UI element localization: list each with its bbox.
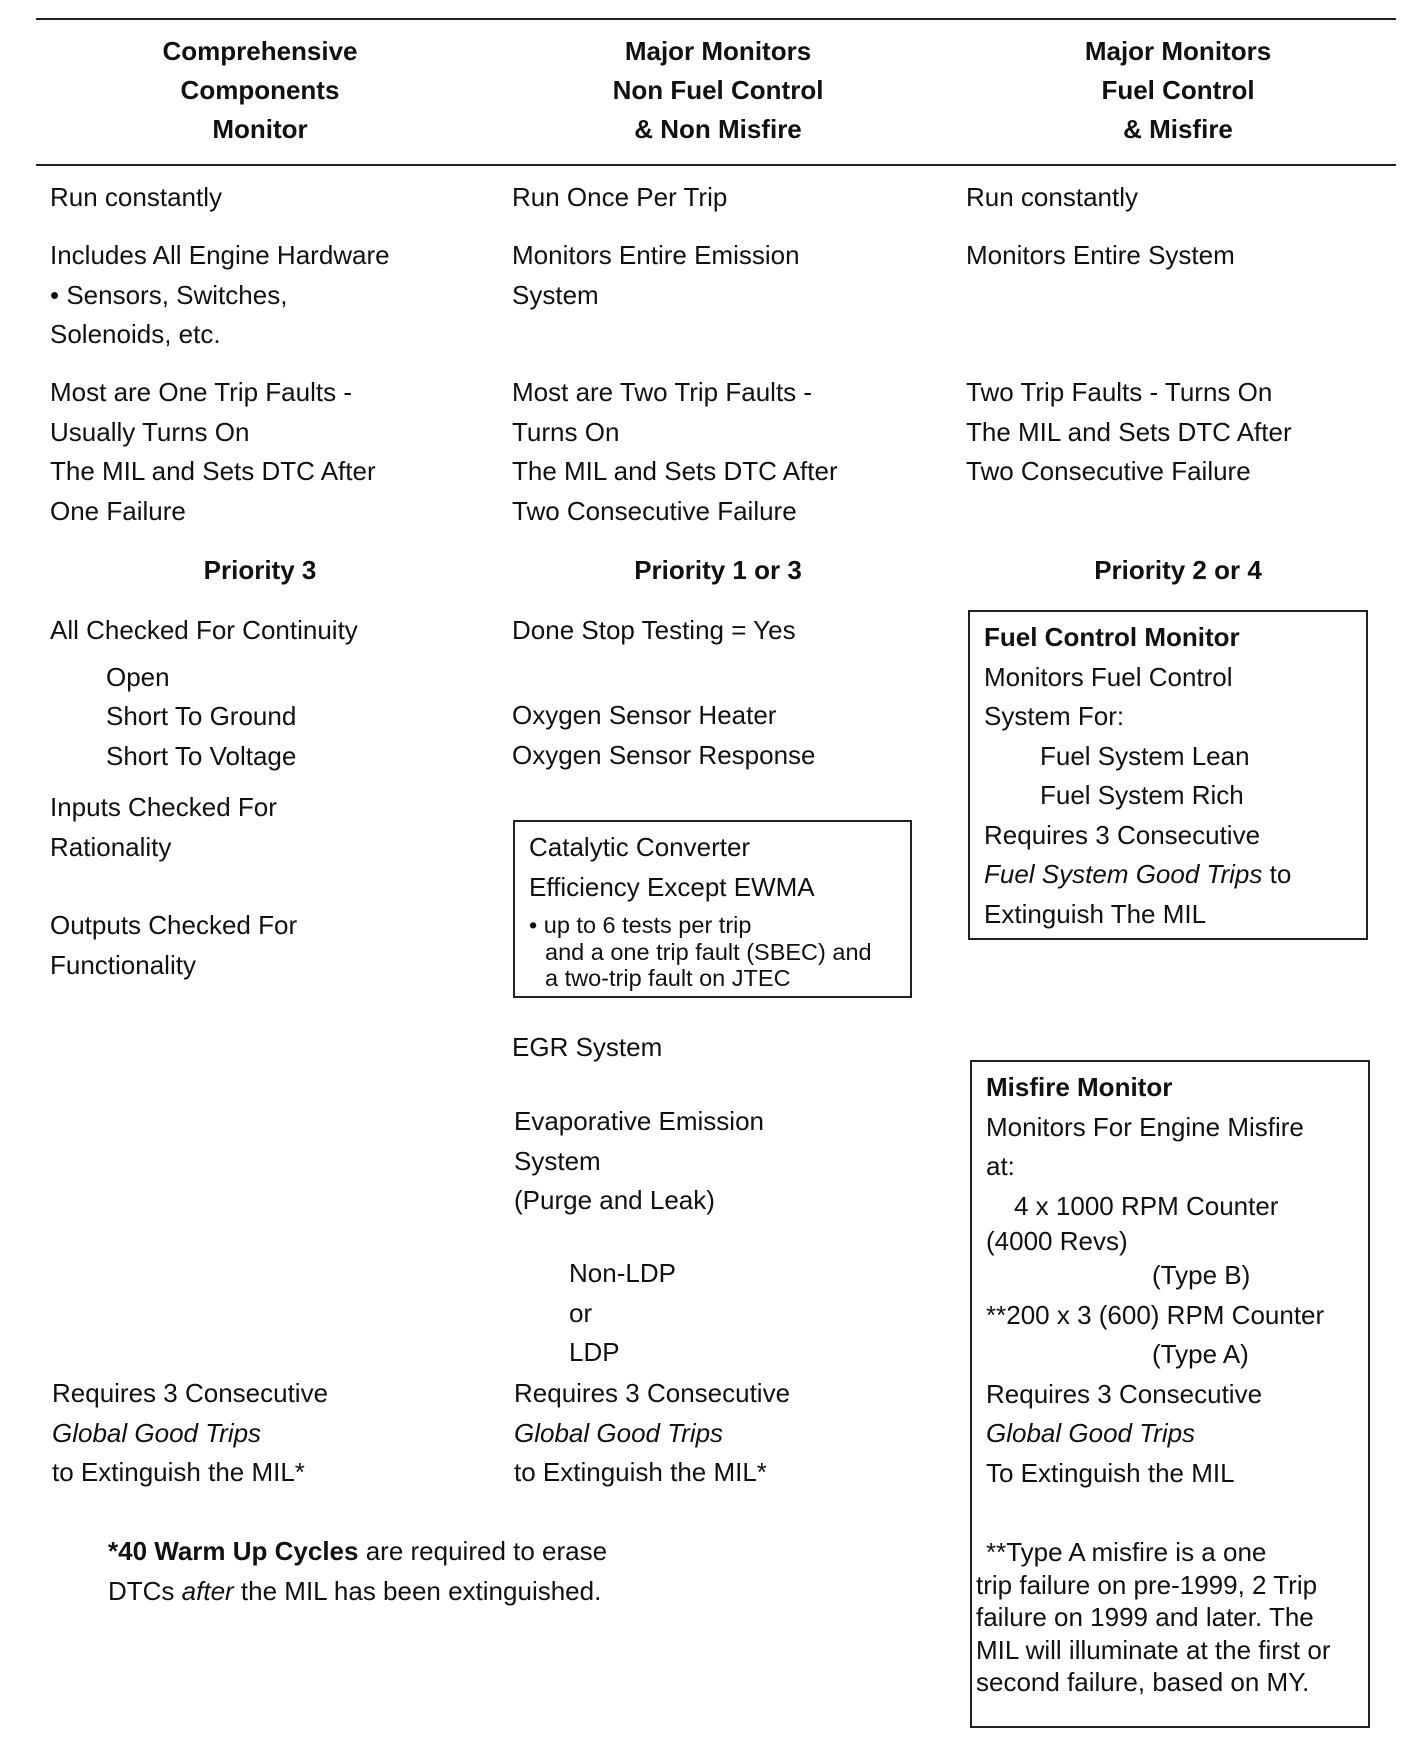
text: Efficiency Except EWMA [529, 871, 815, 902]
col2-oxygen [512, 696, 816, 775]
text: Usually Turns On [50, 416, 250, 447]
text: (Type B) [1152, 1260, 1251, 1290]
text: EGR System [512, 1032, 663, 1062]
text: Turns On [512, 416, 620, 447]
warm-up-note [108, 1532, 607, 1611]
col3-faults [966, 373, 1292, 492]
col1-good-trips [52, 1374, 328, 1493]
col2-egr [512, 1028, 662, 1068]
text: Extinguish The MIL [984, 898, 1207, 929]
col2-done-stop [512, 611, 796, 651]
fuel-control-title: Fuel Control Monitor [984, 622, 1240, 652]
text: Done Stop Testing = Yes [512, 615, 796, 645]
text: to Extinguish the MIL* [52, 1457, 305, 1487]
text: (Purge and Leak) [514, 1185, 715, 1215]
text: **Type A misfire is a one [986, 1537, 1267, 1567]
text: Requires 3 Consecutive [514, 1378, 791, 1408]
text: and a one trip fault (SBEC) and [545, 938, 872, 965]
text: or [569, 1297, 593, 1328]
text: Two Trip Faults - Turns On [966, 377, 1273, 407]
col2-run [512, 178, 727, 218]
text: Global Good Trips [52, 1417, 262, 1448]
text: DTCs [108, 1575, 182, 1606]
text: System For: [984, 701, 1125, 731]
header-comprehensive [60, 32, 460, 149]
text: Short To Ground [106, 701, 297, 731]
text: failure on 1999 and later. The [976, 1602, 1314, 1632]
text: MIL will illuminate at the first or [976, 1634, 1331, 1665]
col2-ldp [569, 1254, 676, 1373]
col3-monitors [966, 236, 1235, 276]
text: Catalytic Converter [529, 832, 751, 862]
col2-good-trips [514, 1374, 790, 1493]
col2-priority [518, 551, 918, 591]
text: (Type A) [1152, 1339, 1249, 1369]
text: The MIL and Sets DTC After [50, 456, 376, 486]
text: second failure, based on MY. [976, 1667, 1310, 1697]
text: The MIL and Sets DTC After [966, 416, 1292, 447]
col1-run [50, 178, 222, 218]
text: Outputs Checked For [50, 910, 298, 940]
col1-continuity [50, 611, 358, 776]
text: a two-trip fault on JTEC [545, 965, 791, 991]
text-line [984, 855, 1291, 895]
header-line: & Misfire [1123, 114, 1233, 144]
text: Requires 3 Consecutive [984, 819, 1261, 850]
text: Requires 3 Consecutive [52, 1378, 329, 1408]
header-non-fuel [518, 32, 918, 149]
text: System [514, 1145, 601, 1176]
header-line: & Non Misfire [634, 114, 802, 144]
header-line: Major Monitors [624, 36, 812, 66]
text: after [181, 1575, 234, 1606]
text: Monitors Entire System [966, 240, 1235, 270]
fuel-control-monitor-box [968, 610, 1368, 940]
header-fuel-misfire [978, 32, 1378, 149]
top-rule [36, 18, 1396, 20]
text: Rationality [50, 831, 172, 862]
text: at: [986, 1151, 1015, 1181]
col1-priority [60, 551, 460, 591]
header-line: Non Fuel Control [612, 75, 824, 105]
misfire-content [986, 1068, 1324, 1493]
text: Fuel System Lean [1040, 740, 1250, 771]
priority-label: Priority 1 or 3 [634, 555, 802, 585]
header-line: Major Monitors [1084, 36, 1272, 66]
text: Run Once Per Trip [512, 182, 728, 212]
catalytic-title [529, 828, 815, 907]
catalytic-details [529, 912, 872, 992]
header-rule [36, 164, 1396, 166]
text: Includes All Engine Hardware [50, 240, 390, 270]
priority-label: Priority 2 or 4 [1094, 555, 1262, 585]
col1-functionality [50, 906, 297, 985]
text: Open [106, 661, 170, 692]
text: LDP [569, 1337, 620, 1367]
misfire-title: Misfire Monitor [986, 1072, 1173, 1102]
text: The MIL and Sets DTC After [512, 456, 838, 486]
text: Short To Voltage [106, 740, 297, 771]
text: Requires 3 Consecutive [986, 1378, 1263, 1409]
text: Global Good Trips [986, 1418, 1196, 1448]
text: One Failure [50, 495, 186, 526]
text: the MIL has been extinguished. [233, 1575, 602, 1606]
text: Oxygen Sensor Response [512, 739, 816, 770]
text: Two Consecutive Failure [966, 456, 1251, 486]
text: to Extinguish the MIL* [514, 1457, 767, 1487]
note-line [108, 1572, 607, 1612]
text: to [1262, 859, 1292, 889]
text: Functionality [50, 949, 196, 980]
header-line: Fuel Control [1101, 75, 1255, 105]
text: Most are One Trip Faults - [50, 377, 352, 407]
fuel-control-content [984, 618, 1291, 934]
text: *40 Warm Up Cycles [108, 1536, 359, 1566]
text: Monitors Fuel Control [984, 661, 1233, 692]
text: (4000 Revs) [986, 1226, 1128, 1256]
text: Solenoids, etc. [50, 319, 221, 349]
text: trip failure on pre-1999, 2 Trip [976, 1569, 1318, 1600]
note-line [108, 1532, 607, 1572]
text: All Checked For Continuity [50, 615, 358, 645]
text: Two Consecutive Failure [512, 495, 797, 526]
header-line: Components [180, 75, 340, 105]
text: System [512, 279, 599, 310]
col3-priority [978, 551, 1378, 591]
text: Fuel System Good Trips [984, 859, 1263, 889]
text: Global Good Trips [514, 1417, 724, 1448]
text: Inputs Checked For [50, 792, 277, 822]
text: Run constantly [50, 182, 222, 212]
text: Monitors Entire Emission [512, 240, 800, 270]
text: • up to 6 tests per trip [529, 912, 752, 938]
text: Monitors For Engine Misfire [986, 1111, 1304, 1142]
col1-faults [50, 373, 376, 531]
col2-evap [514, 1102, 764, 1221]
header-line: Comprehensive [162, 36, 358, 66]
misfire-monitor-box [970, 1060, 1370, 1728]
misfire-note [976, 1536, 1330, 1699]
header-line: Monitor [212, 114, 308, 144]
catalytic-converter-box [513, 820, 912, 998]
text: Non-LDP [569, 1258, 676, 1288]
text: Fuel System Rich [1040, 780, 1244, 810]
text: Most are Two Trip Faults - [512, 377, 813, 407]
text: 4 x 1000 RPM Counter [1014, 1190, 1279, 1221]
col2-monitors [512, 236, 800, 315]
col1-hardware [50, 236, 390, 355]
text: Run constantly [966, 182, 1138, 212]
priority-label: Priority 3 [203, 555, 317, 585]
text: Oxygen Sensor Heater [512, 700, 777, 730]
col1-rationality [50, 788, 277, 867]
text: To Extinguish the MIL [986, 1457, 1235, 1488]
text: • Sensors, Switches, [50, 279, 288, 310]
col3-run [966, 178, 1138, 218]
text: **200 x 3 (600) RPM Counter [986, 1299, 1325, 1330]
col2-faults [512, 373, 838, 531]
text: are required to erase [358, 1536, 608, 1566]
text: Evaporative Emission [514, 1106, 764, 1136]
